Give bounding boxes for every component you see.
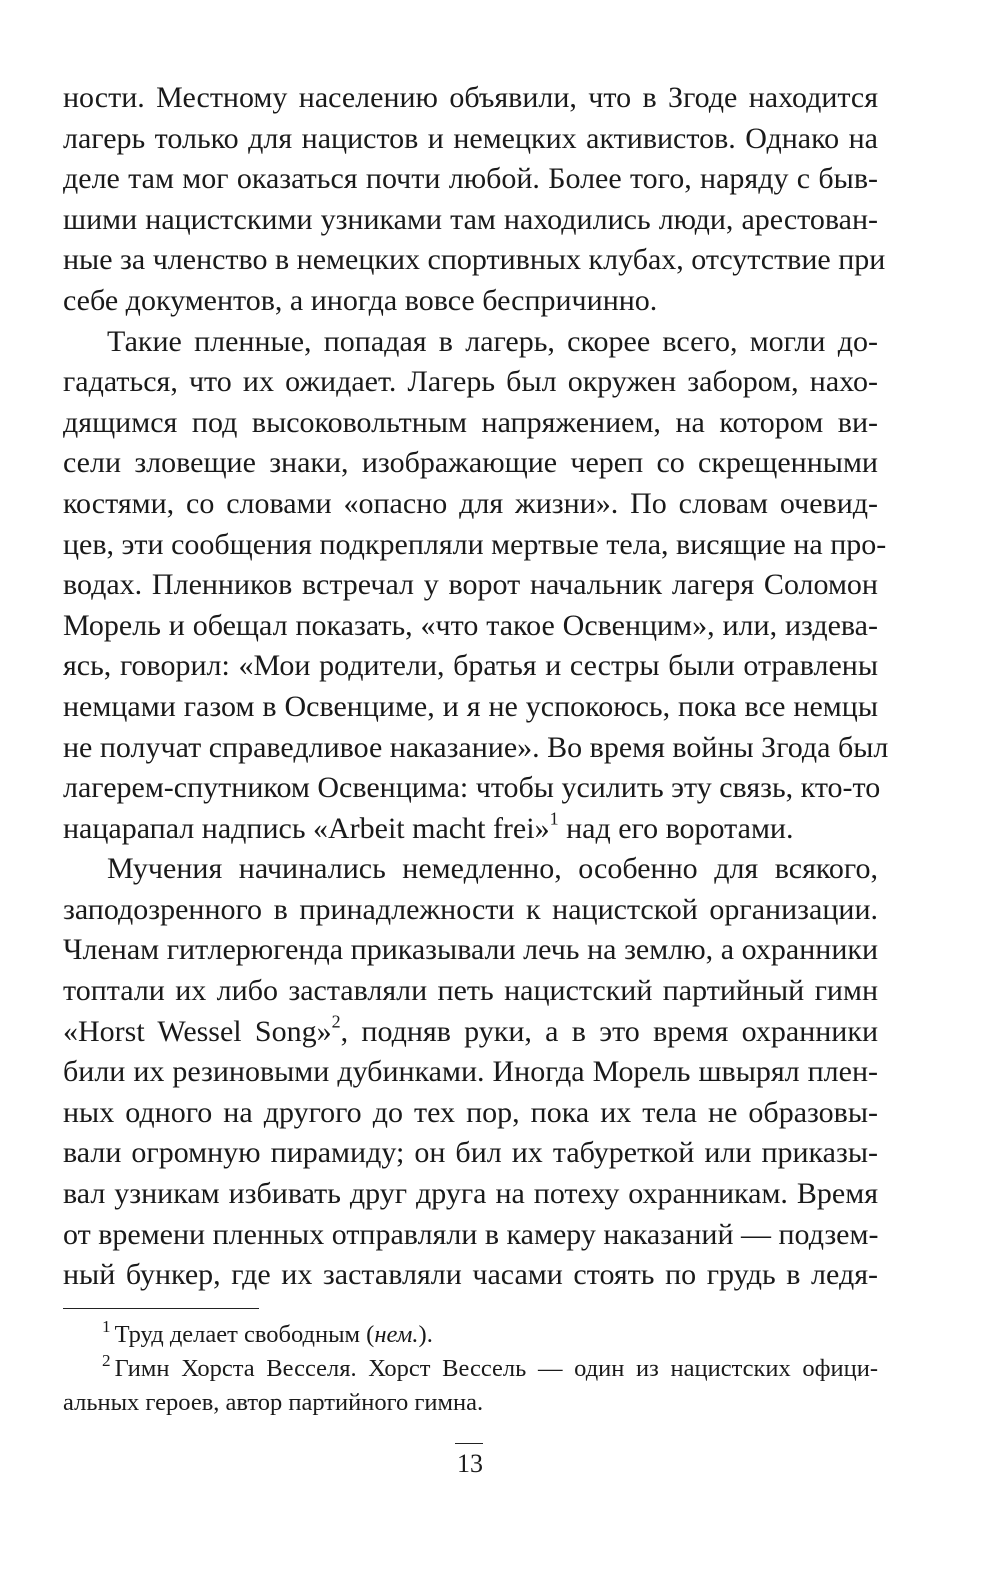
footnote-text: Гимн Хорста Весселя. Хорст Вессель — один из нацистских офици-: [114, 1355, 878, 1382]
text-line: Морель и обещал показать, «что такое Освенцим», или, издева-: [63, 608, 878, 642]
text-line: били их резиновыми дубинками. Иногда Морель швырял плен-: [63, 1055, 878, 1089]
text-line: цев, эти сообщения подкрепляли мертвые тела, висящие на про-: [63, 527, 887, 561]
text-line: себе документов, а иногда вовсе беспричинно.: [63, 283, 658, 317]
text-line: Членам гитлерюгенда приказывали лечь на землю, а охранники: [63, 933, 878, 967]
footnote-text: ).: [418, 1321, 433, 1348]
text-line: Такие пленные, попадая в лагерь, скорее всего, могли до-: [107, 324, 878, 358]
text-line: лагерем-спутником Освенцима: чтобы усилить эту связь, кто-то: [63, 771, 881, 805]
text-line: топтали их либо заставляли петь нацистский партийный гимн: [63, 974, 878, 1008]
text-line: [63, 1012, 878, 1053]
footnote-divider: [63, 1308, 259, 1309]
footnotes: [63, 1318, 878, 1420]
text-line: сели зловещие знаки, изображающие череп со скрещенными: [63, 446, 878, 480]
text-line: ясь, говорил: «Мои родители, братья и сестры были отравлены: [63, 649, 878, 683]
text-line: ных одного на другого до тех пор, пока их тела не образовы-: [63, 1095, 878, 1129]
main-text: [63, 78, 889, 1296]
footnote-text: Труд делает свободным (: [114, 1321, 375, 1348]
text-line: вал узникам избивать друг друга на потеху охранникам. Время: [63, 1177, 878, 1211]
page-number: 13: [457, 1449, 483, 1478]
footnote-ref-1[interactable]: 1: [549, 808, 559, 829]
footnote-2-continued: альных героев, автор партийного гимна.: [63, 1389, 484, 1416]
footnote-1: [63, 1318, 878, 1352]
text-line: заподозренного в принадлежности к нацистской организации.: [63, 892, 878, 926]
text-span: , подняв руки, а в это время охранники: [340, 1014, 878, 1048]
text-span: нацарапал надпись «Arbeit macht frei»: [63, 811, 550, 845]
text-line: не получат справедливое наказание». Во время войны Згода был: [63, 730, 889, 764]
text-line: ности. Местному населению объявили, что в Згоде находится: [63, 81, 878, 114]
text-line: водах. Пленников встречал у ворот начальник лагеря Соломон: [63, 568, 878, 602]
text-line: от времени пленных отправляли в камеру наказаний — подзем-: [63, 1217, 879, 1251]
text-line: деле там мог оказаться почти любой. Более того, наряду с быв-: [63, 162, 878, 196]
text-line: лагерь только для нацистов и немецких активистов. Однако на: [63, 121, 878, 155]
text-line: дящимся под высоковольтным напряжением, на котором ви-: [63, 405, 878, 439]
text-line: Мучения начинались немедленно, особенно для всякого,: [107, 852, 878, 886]
text-span: «Horst Wessel Song»: [63, 1014, 332, 1048]
footnote-number: 1: [102, 1316, 111, 1336]
text-line: костями, со словами «опасно для жизни». По словам очевид-: [63, 486, 878, 520]
text-line: [63, 809, 878, 850]
footnote-ref-2[interactable]: 2: [331, 1011, 341, 1032]
text-line: ные за членство в немецких спортивных клубах, отсутствие при: [63, 243, 886, 277]
text-line: ный бункер, где их заставляли часами стоять по грудь в ледя-: [63, 1258, 878, 1292]
text-span: над его воротами.: [558, 811, 794, 845]
page-number-divider: [455, 1443, 483, 1444]
text-line: немцами газом в Освенциме, и я не успокоюсь, пока все немцы: [63, 689, 878, 723]
footnote-2: [63, 1352, 878, 1386]
text-line: гадаться, что их ожидает. Лагерь был окружен забором, нахо-: [63, 365, 878, 399]
text-line: вали огромную пирамиду; он бил их табуреткой или приказы-: [63, 1136, 878, 1170]
text-line: шими нацистскими узниками там находились люди, арестован-: [63, 202, 878, 236]
footnote-italic: нем.: [374, 1321, 419, 1348]
footnote-number: 2: [102, 1350, 111, 1370]
